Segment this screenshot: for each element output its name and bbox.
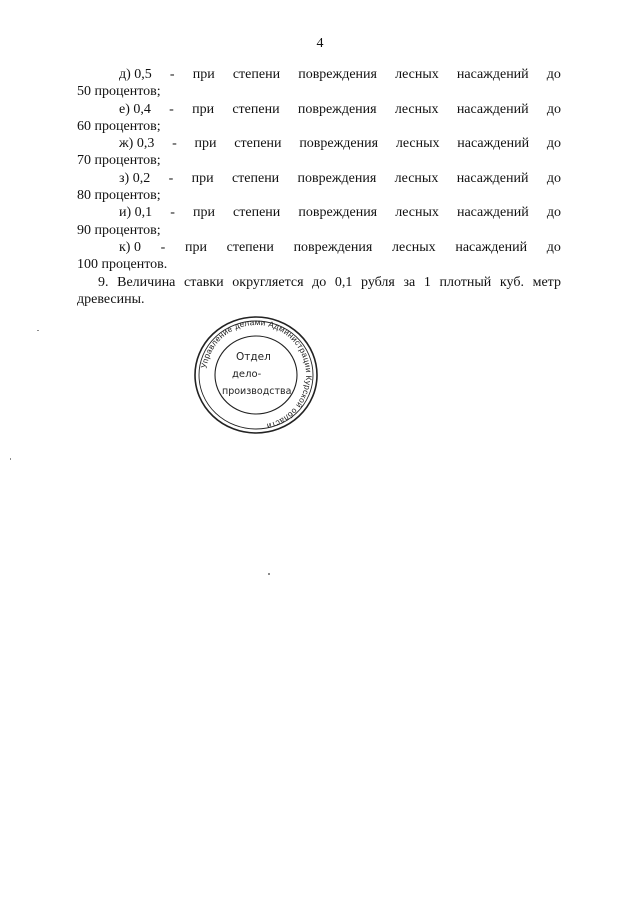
word: повреждения xyxy=(299,136,379,152)
list-item xyxy=(77,239,561,274)
list-item-first-line xyxy=(77,170,561,187)
word: степени xyxy=(233,205,281,221)
word: з) 0,2 xyxy=(119,170,151,186)
list-item-continuation: 90 процентов; xyxy=(77,222,161,238)
list-item-first-line xyxy=(77,101,561,118)
word: куб. xyxy=(499,274,524,290)
list-item-continuation: 80 процентов; xyxy=(77,188,161,204)
paragraph-9-line-1 xyxy=(77,274,561,291)
list-item-continuation: 50 процентов; xyxy=(77,84,161,100)
word: и) 0,1 xyxy=(119,205,153,221)
word: повреждения xyxy=(297,170,377,186)
word: повреждения xyxy=(298,205,378,221)
word: при xyxy=(194,136,217,152)
scan-speck xyxy=(37,330,39,331)
list-item-continuation: 100 процентов. xyxy=(77,257,168,273)
list-item xyxy=(77,170,561,205)
word: лесных xyxy=(395,136,440,152)
word: до xyxy=(546,205,561,221)
word: насаждений xyxy=(456,101,529,117)
list-item xyxy=(77,101,561,136)
word: до xyxy=(546,170,561,186)
word: насаждений xyxy=(456,205,529,221)
word: до xyxy=(546,101,561,117)
word: до xyxy=(546,67,561,82)
word: 0,1 xyxy=(334,274,353,290)
word: д) 0,5 xyxy=(119,67,152,82)
document-body xyxy=(77,66,561,308)
list-item xyxy=(77,204,561,239)
word: до xyxy=(546,239,561,255)
word: 9. xyxy=(98,274,109,290)
word: - xyxy=(168,170,174,186)
list-item xyxy=(77,66,561,101)
word: ж) 0,3 xyxy=(119,136,155,152)
word: - xyxy=(169,101,174,117)
word: плотный xyxy=(439,274,492,290)
word: лесных xyxy=(391,239,436,255)
word: е) 0,4 xyxy=(119,101,151,117)
word: насаждений xyxy=(457,136,530,152)
scan-speck xyxy=(10,458,11,460)
stamp-line-3: производства xyxy=(222,386,292,397)
word: степени xyxy=(232,67,281,82)
word: - xyxy=(170,205,175,221)
word: ставки xyxy=(184,274,224,290)
word: повреждения xyxy=(298,67,377,82)
list-item-continuation: 70 процентов; xyxy=(77,153,161,169)
word: 1 xyxy=(423,274,431,290)
word: лесных xyxy=(395,205,439,221)
word: лесных xyxy=(395,67,439,82)
word: - xyxy=(169,67,175,82)
page-number: 4 xyxy=(316,36,324,51)
word: - xyxy=(172,136,177,152)
word: при xyxy=(192,205,215,221)
word: лесных xyxy=(394,170,439,186)
word: степени xyxy=(234,136,282,152)
word: метр xyxy=(532,274,561,290)
word: - xyxy=(160,239,166,255)
word: степени xyxy=(226,239,274,255)
word: повреждения xyxy=(297,101,377,117)
word: при xyxy=(192,67,215,82)
list-items xyxy=(77,66,561,274)
word: повреждения xyxy=(293,239,373,255)
word: за xyxy=(403,274,416,290)
word: округляется xyxy=(232,274,304,290)
scan-speck xyxy=(268,573,270,575)
word: насаждений xyxy=(456,170,529,186)
word: Величина xyxy=(117,274,176,290)
list-item-first-line xyxy=(77,135,561,152)
word: насаждений xyxy=(455,239,528,255)
word: степени xyxy=(232,101,280,117)
stamp-line-2: дело- xyxy=(232,369,262,380)
list-item-first-line xyxy=(77,204,561,221)
office-stamp xyxy=(192,314,320,436)
word: до xyxy=(546,136,561,152)
stamp-ring-text: Управление делами Администрации Курской области xyxy=(199,317,314,431)
word: лесных xyxy=(394,101,439,117)
paragraph-9-line-2: древесины. xyxy=(77,291,145,307)
paragraph-9 xyxy=(77,274,561,309)
list-item-continuation: 60 процентов; xyxy=(77,118,161,134)
word: до xyxy=(312,274,327,290)
word: при xyxy=(184,239,207,255)
word: при xyxy=(191,170,214,186)
list-item-first-line xyxy=(77,66,561,83)
word: к) 0 xyxy=(119,239,141,255)
stamp-line-1: Отдел xyxy=(236,351,271,363)
list-item xyxy=(77,135,561,170)
list-item-first-line xyxy=(77,239,561,256)
word: степени xyxy=(231,170,280,186)
word: насаждений xyxy=(456,67,529,82)
word: рубля xyxy=(361,274,395,290)
word: при xyxy=(192,101,215,117)
